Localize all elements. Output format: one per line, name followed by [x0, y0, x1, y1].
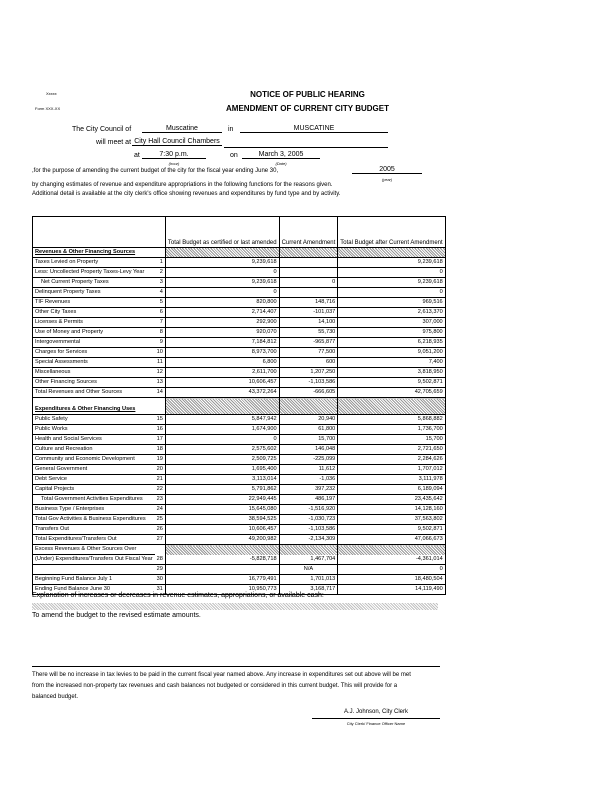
after-value: 14,128,160 [338, 505, 445, 515]
row-label: Other Financing Sources [33, 378, 155, 388]
amendment-value: -225,099 [279, 455, 338, 465]
council-prefix: The City Council of [72, 126, 132, 133]
line-number: 26 [155, 525, 166, 535]
row-label: Debt Service [33, 475, 155, 485]
revenue-rows [33, 258, 446, 398]
header-blank [33, 217, 155, 248]
shaded-cell [165, 248, 279, 258]
after-value: 3,818,950 [338, 368, 445, 378]
row-label: Miscellaneous [33, 368, 155, 378]
excess-row [33, 555, 446, 565]
table-row [33, 485, 446, 495]
row-label: Total Government Activities Expenditures [33, 495, 155, 505]
amendment-value: 20,940 [279, 415, 338, 425]
budget-value: 43,372,264 [165, 388, 279, 398]
budget-value: 22,949,445 [165, 495, 279, 505]
expenditure-section-heading: Expenditures & Other Financing Uses [33, 398, 155, 415]
row-label: TIF Revenues [33, 298, 155, 308]
shaded-cell [279, 398, 338, 415]
county-field[interactable]: MUSCATINE [240, 125, 388, 133]
budget-value: 0 [165, 288, 279, 298]
purpose-text: ,for the purpose of amending the current budget of the city for the fiscal year ending June 30, [32, 168, 279, 174]
intro-line-1: by changing estimates of revenue and expenditure appropriations in the following functions for the reasons given. [32, 182, 333, 188]
row-label: Public Safety [33, 415, 155, 425]
on-label: on [230, 152, 238, 159]
budget-value: 10,606,457 [165, 525, 279, 535]
line-number: 5 [155, 298, 166, 308]
line-blank [155, 248, 166, 258]
table-row [33, 348, 446, 358]
table-row [33, 368, 446, 378]
row-label: Licenses & Permits [33, 318, 155, 328]
amendment-value [279, 288, 338, 298]
after-value: 6,189,094 [338, 485, 445, 495]
after-value: 23,435,642 [338, 495, 445, 505]
line-number: 23 [155, 495, 166, 505]
line-number: 2 [155, 268, 166, 278]
row-label: Culture and Recreation [33, 445, 155, 455]
table-row [33, 288, 446, 298]
line-number: 12 [155, 368, 166, 378]
after-value: 9,239,618 [338, 278, 445, 288]
line-number: 10 [155, 348, 166, 358]
after-value: 42,705,659 [338, 388, 445, 398]
beginning-balance-row [33, 575, 446, 585]
amendment-value: -101,037 [279, 308, 338, 318]
amendment-value [279, 258, 338, 268]
header-after-amendment: Total Budget after Current Amendment [338, 217, 445, 248]
beginning-label: Beginning Fund Balance July 1 [33, 575, 155, 585]
after-value: 7,400 [338, 358, 445, 368]
beginning-amendment: 1,701,013 [279, 575, 338, 585]
time-field[interactable]: 7:30 p.m. [142, 151, 206, 159]
table-row [33, 515, 446, 525]
amendment-value: -666,605 [279, 388, 338, 398]
line-number: 15 [155, 415, 166, 425]
amendment-value [279, 268, 338, 278]
ending-amendment: 3,168,717 [279, 585, 338, 595]
line-number: 24 [155, 505, 166, 515]
line-number: 27 [155, 535, 166, 545]
row-29-amendment: N/A [279, 565, 338, 575]
budget-value: 0 [165, 268, 279, 278]
amendment-value: -2,134,309 [279, 535, 338, 545]
line-number: 18 [155, 445, 166, 455]
line-number: 17 [155, 435, 166, 445]
amendment-value: -965,877 [279, 338, 338, 348]
table-row [33, 425, 446, 435]
row-29-after: 0 [338, 565, 445, 575]
explanation-heading: Explanation of increases or decreases in revenue estimates, appropriations, or available cash: [32, 592, 324, 599]
header-total-budget: Total Budget as certified or last amended [165, 217, 279, 248]
excess-row-top [33, 545, 446, 555]
row-29-budget [165, 565, 279, 575]
budget-value: 49,200,982 [165, 535, 279, 545]
table-row [33, 308, 446, 318]
row-label: Special Assessments [33, 358, 155, 368]
revenue-section-heading: Revenues & Other Financing Sources [33, 248, 155, 258]
signature-caption: City Clerk/ Finance Officer Name [346, 721, 406, 726]
shaded-cell [338, 398, 445, 415]
budget-value: 920,070 [165, 328, 279, 338]
after-value: 2,284,626 [338, 455, 445, 465]
row-29-label [33, 565, 155, 575]
line-blank [155, 398, 166, 415]
row-label: Total Gov Activities & Business Expenditures [33, 515, 155, 525]
after-value: 37,563,802 [338, 515, 445, 525]
table-row [33, 378, 446, 388]
explanation-text: To amend the budget to the revised estimate amounts. [32, 612, 201, 619]
row-label: Total Expenditures/Transfers Out [33, 535, 155, 545]
line-number: 28 [155, 555, 166, 565]
amendment-value: 148,716 [279, 298, 338, 308]
budget-value: 2,714,407 [165, 308, 279, 318]
footer-divider [32, 666, 440, 667]
ending-budget: 10,950,773 [165, 585, 279, 595]
table-row [33, 535, 446, 545]
amendment-value: 146,048 [279, 445, 338, 455]
budget-value: 820,800 [165, 298, 279, 308]
amendment-value: -1,036 [279, 475, 338, 485]
line-number: 30 [155, 575, 166, 585]
after-value: 9,239,618 [338, 258, 445, 268]
table-row [33, 338, 446, 348]
ending-after: 14,119,490 [338, 585, 445, 595]
budget-value: 0 [165, 435, 279, 445]
table-row [33, 298, 446, 308]
budget-value: 1,695,400 [165, 465, 279, 475]
header-line-blank [155, 217, 166, 248]
budget-value: 1,674,900 [165, 425, 279, 435]
row-label: Use of Money and Property [33, 328, 155, 338]
after-value: 0 [338, 288, 445, 298]
line-number: 16 [155, 425, 166, 435]
line-blank [155, 545, 166, 555]
line-number: 20 [155, 465, 166, 475]
budget-value: 5,791,862 [165, 485, 279, 495]
after-value: 0 [338, 268, 445, 278]
row-label: Charges for Services [33, 348, 155, 358]
signature-name: A.J. Johnson, City Clerk [343, 709, 409, 715]
after-value: 2,721,650 [338, 445, 445, 455]
line-number: 31 [155, 585, 166, 595]
budget-value: 8,973,700 [165, 348, 279, 358]
table-row [33, 415, 446, 425]
location-line-extension [224, 147, 388, 148]
after-value: 9,502,871 [338, 378, 445, 388]
row-label: Delinquent Property Taxes [33, 288, 155, 298]
after-value: 307,000 [338, 318, 445, 328]
amendment-value: 14,100 [279, 318, 338, 328]
amendment-value: 61,800 [279, 425, 338, 435]
shaded-cell [165, 398, 279, 415]
table-row [33, 358, 446, 368]
beginning-budget: 16,779,491 [165, 575, 279, 585]
amendment-value: 1,207,250 [279, 368, 338, 378]
row-label: Taxes Levied on Property [33, 258, 155, 268]
fiscal-year-field[interactable]: 2005 [352, 166, 422, 174]
in-label: in [228, 126, 234, 133]
page-subtitle: AMENDMENT OF CURRENT CITY BUDGET [226, 104, 389, 113]
line-number: 19 [155, 455, 166, 465]
amendment-value: 55,730 [279, 328, 338, 338]
table-row [33, 328, 446, 338]
row-label: Net Current Property Taxes [33, 278, 155, 288]
table-row [33, 388, 446, 398]
amendment-value: 77,500 [279, 348, 338, 358]
amendment-value: -1,103,586 [279, 525, 338, 535]
amendment-value: -1,030,723 [279, 515, 338, 525]
after-value: 1,707,012 [338, 465, 445, 475]
budget-value: 5,847,942 [165, 415, 279, 425]
excess-label-1: Excess Revenues & Other Sources Over [33, 545, 155, 555]
table-row [33, 268, 446, 278]
budget-value: 2,509,725 [165, 455, 279, 465]
after-value: 15,700 [338, 435, 445, 445]
location-field[interactable]: City Hall Council Chambers [132, 138, 222, 146]
after-value: 1,736,700 [338, 425, 445, 435]
row-29 [33, 565, 446, 575]
table-header-row [33, 217, 446, 248]
shaded-cell [165, 545, 279, 555]
line-number: 4 [155, 288, 166, 298]
row-label: Intergovernmental [33, 338, 155, 348]
ending-label: Ending Fund Balance June 30 [33, 585, 155, 595]
budget-value: 2,575,602 [165, 445, 279, 455]
line-number: 7 [155, 318, 166, 328]
amendment-value: 15,700 [279, 435, 338, 445]
row-label: Public Works [33, 425, 155, 435]
fiscal-year-caption: (year) [381, 177, 393, 182]
revenue-section-row [33, 248, 446, 258]
line-number: 21 [155, 475, 166, 485]
after-value: 5,868,882 [338, 415, 445, 425]
after-value: 9,502,871 [338, 525, 445, 535]
amendment-value: 11,612 [279, 465, 338, 475]
row-label: General Government [33, 465, 155, 475]
table-row [33, 318, 446, 328]
amendment-value: 486,197 [279, 495, 338, 505]
table-row [33, 495, 446, 505]
row-label: Other City Taxes [33, 308, 155, 318]
table-row [33, 525, 446, 535]
table-row [33, 455, 446, 465]
row-label: Less: Uncollected Property Taxes-Levy Year [33, 268, 155, 278]
line-number: 9 [155, 338, 166, 348]
row-label: Health and Social Services [33, 435, 155, 445]
line-number: 1 [155, 258, 166, 268]
table-row [33, 258, 446, 268]
line-number: 29 [155, 565, 166, 575]
table-row [33, 435, 446, 445]
table-row [33, 445, 446, 455]
header-current-amendment: Current Amendment [279, 217, 338, 248]
row-label: Capital Projects [33, 485, 155, 495]
shaded-cell [338, 545, 445, 555]
budget-value: 15,645,080 [165, 505, 279, 515]
after-value: 47,066,673 [338, 535, 445, 545]
excess-budget: -5,828,718 [165, 555, 279, 565]
row-label: Transfers Out [33, 525, 155, 535]
excess-label-2: (Under) Expenditures/Transfers Out Fiscal Year [33, 555, 155, 565]
after-value: 2,613,370 [338, 308, 445, 318]
after-value: 969,516 [338, 298, 445, 308]
line-number: 22 [155, 485, 166, 495]
line-number: 14 [155, 388, 166, 398]
meet-prefix: will meet at [96, 139, 132, 146]
table-row [33, 475, 446, 485]
amendment-value: 397,232 [279, 485, 338, 495]
row-label: Total Revenues and Other Sources [33, 388, 155, 398]
redacted-band [32, 603, 438, 610]
after-value: 975,800 [338, 328, 445, 338]
amendment-value: -1,103,586 [279, 378, 338, 388]
budget-value: 2,611,700 [165, 368, 279, 378]
amendment-value: 600 [279, 358, 338, 368]
row-label: Community and Economic Development [33, 455, 155, 465]
table-row [33, 278, 446, 288]
city-field[interactable]: Muscatine [142, 125, 222, 133]
time-caption: (hour) [168, 161, 180, 166]
after-value: 6,218,935 [338, 338, 445, 348]
shaded-cell [338, 248, 445, 258]
table-row [33, 465, 446, 475]
form-number: Form XXX-XX [35, 106, 61, 111]
intro-line-2: Additional detail is available at the city clerk's office showing revenues and expenditures by fund type and by activity. [32, 191, 341, 197]
after-value: 9,051,200 [338, 348, 445, 358]
at-label: at [134, 152, 140, 159]
expenditure-rows [33, 415, 446, 545]
budget-value: 3,113,014 [165, 475, 279, 485]
budget-value: 10,606,457 [165, 378, 279, 388]
line-number: 13 [155, 378, 166, 388]
footer-statement: There will be no increase in tax levies to be paid in the current fiscal year named above. Any increase in expenditures set out above will be met from the increased non-property tax revenues and cash balances not budgeted or considered in this current budget. This will provide for a balanced budget. [32, 672, 411, 700]
shaded-cell [279, 248, 338, 258]
form-corner-label: Xxxxx [46, 91, 57, 96]
after-value: 3,111,978 [338, 475, 445, 485]
table-row [33, 505, 446, 515]
excess-after: -4,361,014 [338, 555, 445, 565]
row-label: Business Type / Enterprises [33, 505, 155, 515]
date-caption: (Date) [275, 161, 287, 166]
page-title: NOTICE OF PUBLIC HEARING [250, 90, 365, 99]
line-number: 3 [155, 278, 166, 288]
line-number: 11 [155, 358, 166, 368]
budget-value: 6,800 [165, 358, 279, 368]
signature-line [312, 718, 440, 719]
date-field[interactable]: March 3, 2005 [242, 151, 320, 159]
shaded-cell [279, 545, 338, 555]
excess-amendment: 1,467,704 [279, 555, 338, 565]
line-number: 8 [155, 328, 166, 338]
budget-value: 38,594,525 [165, 515, 279, 525]
expenditure-section-row [33, 398, 446, 415]
line-number: 6 [155, 308, 166, 318]
budget-value: 7,184,812 [165, 338, 279, 348]
amendment-value: -1,516,920 [279, 505, 338, 515]
budget-value: 9,239,618 [165, 278, 279, 288]
beginning-after: 18,480,504 [338, 575, 445, 585]
budget-value: 292,900 [165, 318, 279, 328]
line-number: 25 [155, 515, 166, 525]
amendment-value: 0 [279, 278, 338, 288]
budget-table [32, 216, 446, 595]
budget-value: 9,239,618 [165, 258, 279, 268]
